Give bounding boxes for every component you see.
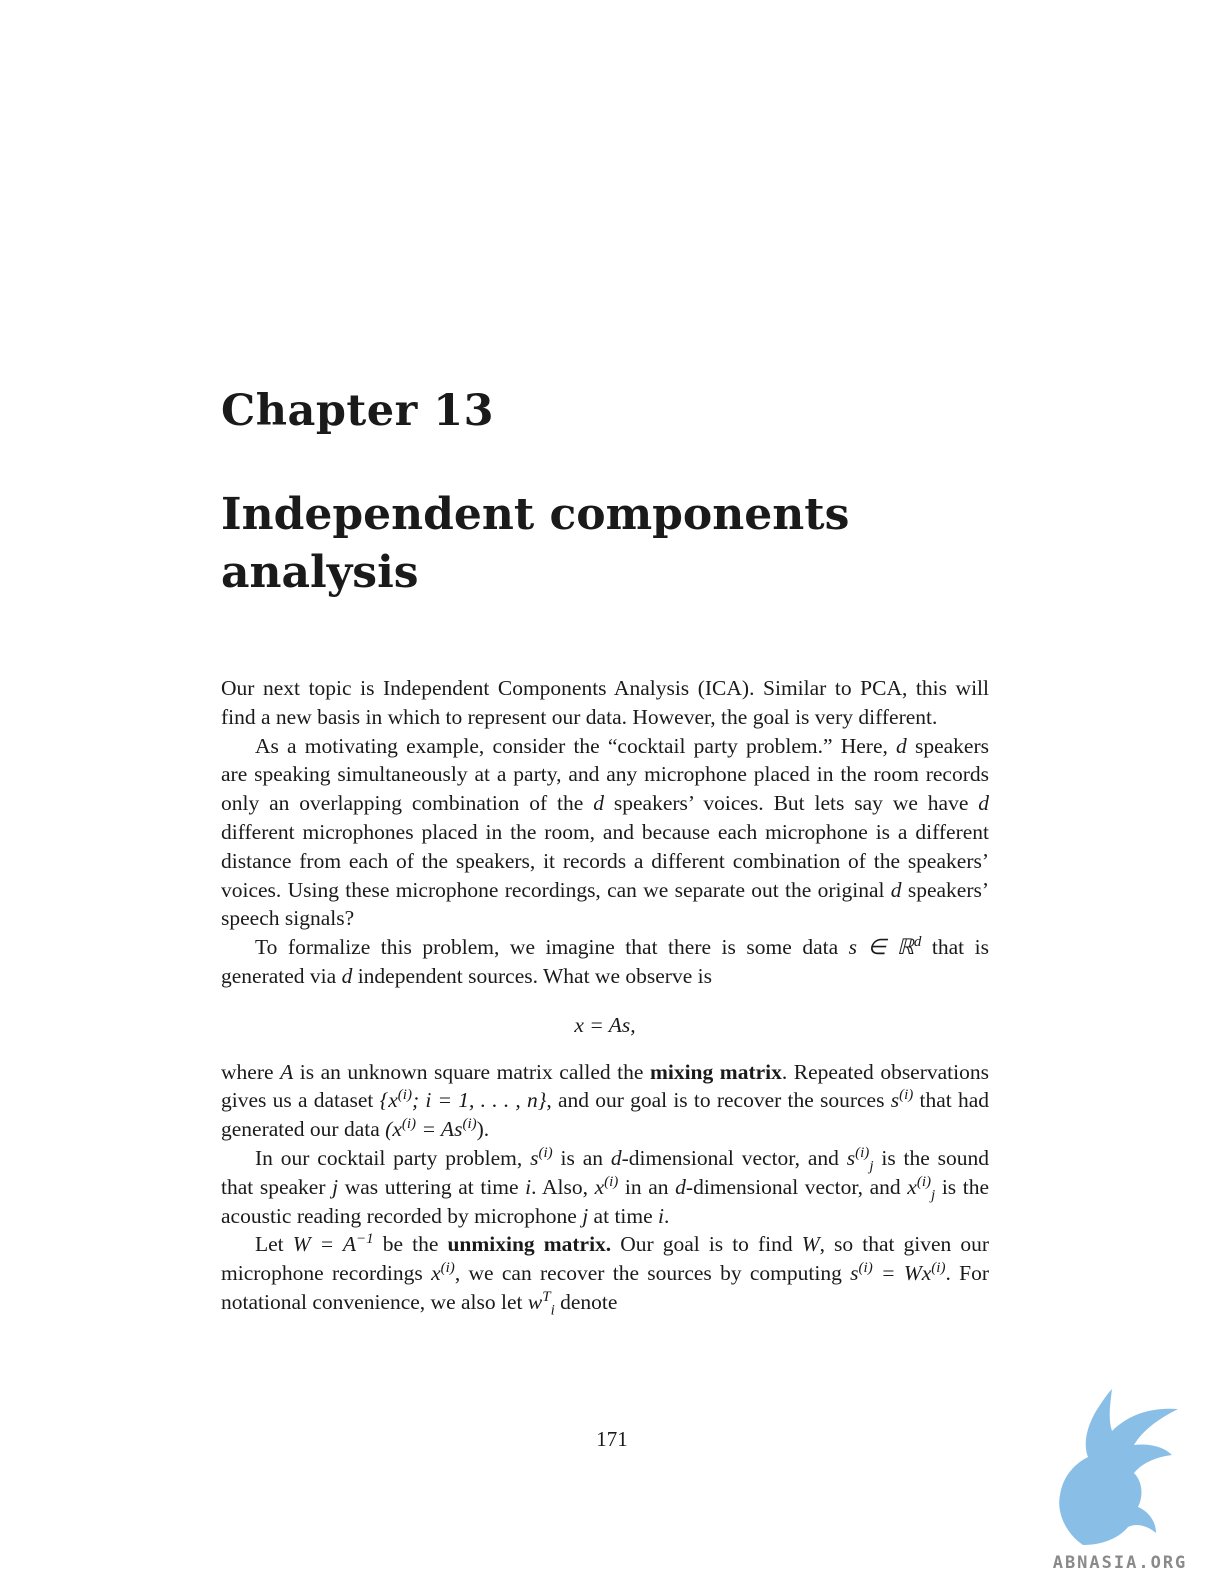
paragraph-cocktail-party: As a motivating example, consider the “cocktail party problem.” Here, d speakers are speaking simultaneously at a party, and any microphone placed in the room records only an overlapping combination of the d speakers’ voices. But lets say we have d different microphones placed in the room, and because each microphone is a different distance from each of the speakers, it records a different combination of the speakers’ voices. Using these microphone recordings, can we separate out the original d speakers’ speech signals? bbox=[221, 733, 990, 931]
griffin-logo-icon bbox=[1038, 1385, 1188, 1550]
mixing-equation: x = As, bbox=[574, 1012, 636, 1037]
page-number: 171 bbox=[596, 1427, 628, 1451]
chapter-label: Chapter 13 bbox=[221, 386, 495, 436]
term-unmixing-matrix: unmixing matrix. bbox=[447, 1232, 612, 1257]
paragraph-formalize: To formalize this problem, we imagine that there is some data s ∈ ℝ$^d$ that is generated via d independent sources. What we observe is bbox=[221, 934, 990, 988]
paragraph-cocktail-notation: In our cocktail party problem, $s^{(i)}$ is an d-dimensional vector, and $s^{(i)}_j$ is the sound that speaker j was uttering at time i. Also, $x^{(i)}$ in an d-dimensional vector, and $x^{(i)}_j$ is the acoustic reading recorded by microphone j at time i. bbox=[221, 1144, 990, 1228]
watermark bbox=[1030, 1385, 1210, 1575]
watermark-text: ABNASIA.ORG bbox=[1052, 1553, 1188, 1573]
paragraph-mixing-matrix: where A is an unknown square matrix called the mixing matrix. Repeated observations gives us a dataset {$x^{(i)}$; i = 1, . . . , n}, and our goal is to recover the sources $s^{(i)}$ that had generated our data $(x^{(i)} = As^{(i)})$. bbox=[221, 1059, 990, 1142]
term-mixing-matrix: mixing matrix bbox=[649, 1059, 782, 1084]
body-text bbox=[221, 674, 989, 1317]
paragraph-unmixing: Let $W = A^{-1}$ be the unmixing matrix. Our goal is to find W, so that given our microphone recordings $x^{(i)}$, we can recover the sources by computing $s^{(i)} = Wx^{(i)}$. For notational convenience, we also let $w^T_i$ denote bbox=[221, 1231, 990, 1319]
paragraph-intro: Our next topic is Independent Components Analysis (ICA). Similar to PCA, this will find a new basis in which to represent our data. However, the goal is very different. bbox=[221, 676, 989, 729]
chapter-title: Independent components analysis bbox=[221, 489, 850, 598]
